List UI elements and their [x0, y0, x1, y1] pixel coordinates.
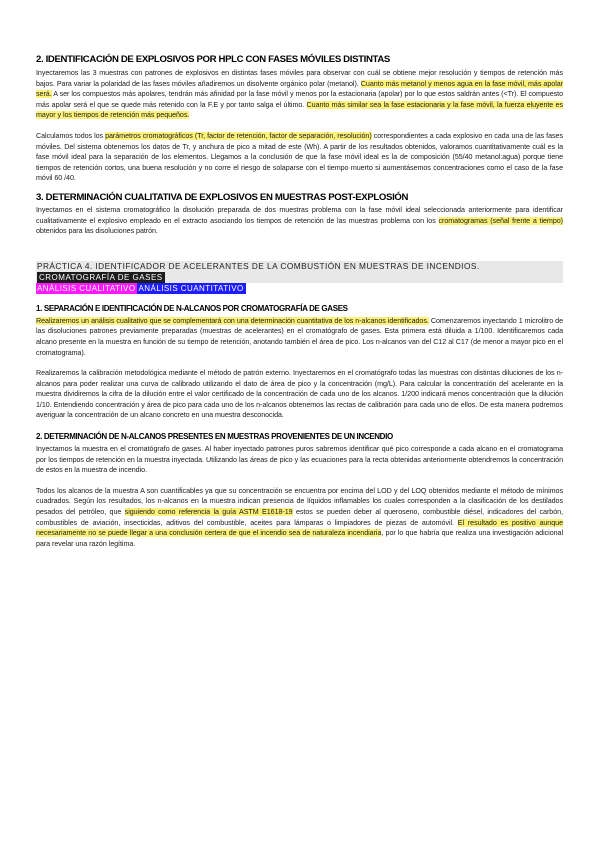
tag-qualitative-analysis: ANÁLISIS CUALITATIVO [37, 283, 136, 293]
highlighted-text: parámetros cromatográficos (Tr, factor de retención, factor de separación, resolución) [105, 131, 372, 140]
highlighted-text: El resultado es positivo aunque necesariamente no se puede llegar a una conclusión certera de que el incendio sea de naturaleza incendiaria [36, 518, 563, 538]
practice-tag-row [36, 272, 563, 283]
paragraph [36, 131, 563, 184]
section-heading-post-explosion: 3. DETERMINACIÓN CUALITATIVA DE EXPLOSIVOS EN MUESTRAS POST-EXPLOSIÓN [36, 191, 409, 203]
practice-header [36, 261, 563, 294]
text-run: Inyectaremos las 3 muestras con patrones de explosivos en distintas fases móviles para observar con cuál se obtiene mejor resolución y tiempos de retención más bajos. Para variar la polaridad de las fases móviles añadiremos un disolvente orgánico polar (metanol). [36, 69, 563, 88]
paragraph [36, 444, 563, 476]
highlighted-text: cromatogramas (señal frente a tiempo) [438, 216, 563, 225]
section-heading-fire-samples: 2. DETERMINACIÓN DE N-ALCANOS PRESENTES EN MUESTRAS PROVENIENTES DE UN INCENDIO [36, 432, 393, 442]
highlighted-text: Cuanto más similar sea la fase estacionaria y la fase móvil, la fuerza eluyente es mayor y los tiempos de retención más pequeños. [36, 100, 563, 120]
text-run: correspondientes a cada explosivo en cada una de las fases móviles. Del sistema obtenemos los datos de Tr, y anchura de pico a mitad de este (Wh). A partir de los resultados obtenidos, valoramos cuantitativamente cuál es la fase móvil ideal para la separación de los elementos. Llegamos a la conclusión de que la fase móvil ideal es la de composición (55/40 metanol:agua) porque tiene tiempos de retención cortos, una buena resolución y no corre el riesgo de solaparse con el tiempo muerto si aumentásemos concentraciones como el caso de la fase móvil 60 /40. [36, 131, 563, 183]
text-run: Todos los alcanos de la muestra A son cuantificables ya que su concentración se encuentra por encima del LOD y del LOQ obtenidos mediante el método de mínimos cuadrados. Según los resultados, los n-alcanos en la muestra indican presencia de líquidos inflamables los cuales corresponden a la clasificación de los destilados pesados del petróleo, que [36, 486, 563, 517]
text-run: Inyectamos en el sistema cromatográfico la disolución preparada de dos muestras problema con la fase móvil ideal seleccionada anteriormente para identificar cualitativamente el explosivo empleado en el extracto asociando los tiempos de retención de las muestras problema con los [36, 205, 563, 225]
tag-gas-chromatography: CROMATOGRAFÍA DE GASES [39, 272, 163, 282]
paragraph [36, 368, 563, 421]
text-run: , por lo que habría que realiza una investigación adicional para revelar una razón legítima. [36, 529, 563, 548]
text-run: obtenidos para las disoluciones patrón. [36, 227, 158, 236]
highlighted-text: Cuanto más metanol y menos agua en la fase móvil, más apolar será. [36, 79, 563, 99]
section-heading-hplc: 2. IDENTIFICACIÓN DE EXPLOSIVOS POR HPLC CON FASES MÓVILES DISTINTAS [36, 54, 390, 65]
paragraph [36, 205, 563, 237]
highlighted-text: Realizaremos un análisis cualitativo que se complementará con una determinación cuantitativa de los n-alcanos identificados. [36, 316, 429, 325]
tag-quantitative-analysis: ANÁLISIS CUANTITATIVO [138, 283, 244, 293]
document-page [36, 54, 563, 549]
text-run: Comenzaremos inyectando 1 microlitro de las disoluciones patrones previamente preparadas (muestras de acelerantes) en el cromatógrafo de gases. Esta primera está diluida a 1/100. Identificaremos cada alcano presente en la muestra en función de su tiempo de retención, anotando también el área de pico. Los n-alcanos van del C12 al C17 (de menor a mayor pico en el cromatograma). [36, 316, 564, 357]
paragraph [36, 68, 563, 121]
practice-analysis-tags [36, 283, 563, 294]
practice-title: PRÁCTICA 4. IDENTIFICADOR DE ACELERANTES DE LA COMBUSTIÓN EN MUESTRAS DE INCENDIOS. [36, 261, 563, 272]
text-run: estos se pueden deber al queroseno, combustible diésel, indicadores del carbón, combustibles de aviación, insecticidas, aditivos del combustible, aceites para lámparas o limpiadores de piezas de automóvil. [36, 508, 563, 527]
text-run: Calculamos todos los [36, 131, 106, 140]
text-run: Realizaremos la calibración metodológica mediante el método de patrón externo. Inyectaremos en el cromatógrafo todas las muestras con distintas diluciones de los n-alcanos para poder realizar una curva de calibrado utilizando el dato de área de pico y la concentración (mg/L). Para calcular la concentración del acelerante en la muestra dividiremos la cifra de la dilución entre el valor certificado de la concentración de cada uno de los alcanos. 1/200 indicará menos concentración que la dilución 1/10. Entendiendo concentración y área de pico para cada uno de los n-alcanos obtenemos las rectas de calibración para cada uno de ellos. De esta manera podremos averiguar la concentración de un alcano concreto en una muestra desconocida. [36, 369, 563, 420]
text-run: Inyectamos la muestra en el cromatógrafo de gases. Al haber inyectado patrones puros sabremos identificar qué pico corresponde a cada alcano en el cromatograma por los tiempos de retención en la muestra inyectada. Utilizando las áreas de pico y las ecuaciones para la recta obtenidas anteriormente obtendremos la concentración de estos en la muestra de incendio. [36, 445, 563, 475]
paragraph [36, 316, 563, 358]
paragraph [36, 486, 563, 550]
section-heading-n-alkanes: 1. SEPARACIÓN E IDENTIFICACIÓN DE N-ALCANOS POR CROMATOGRAFÍA DE GASES [36, 303, 348, 313]
text-run: A ser los compuestos más apolares, tendrán más afinidad por la fase móvil y menos por la estacionaria (apolar) por lo que estos saldrán antes (<Tr). El compuesto más apolar será el que se quede más retenido con la F.E y por tanto salga el último. [36, 90, 563, 109]
highlighted-text: siguiendo como referencia la guía ASTM E1618-19 [124, 508, 293, 517]
